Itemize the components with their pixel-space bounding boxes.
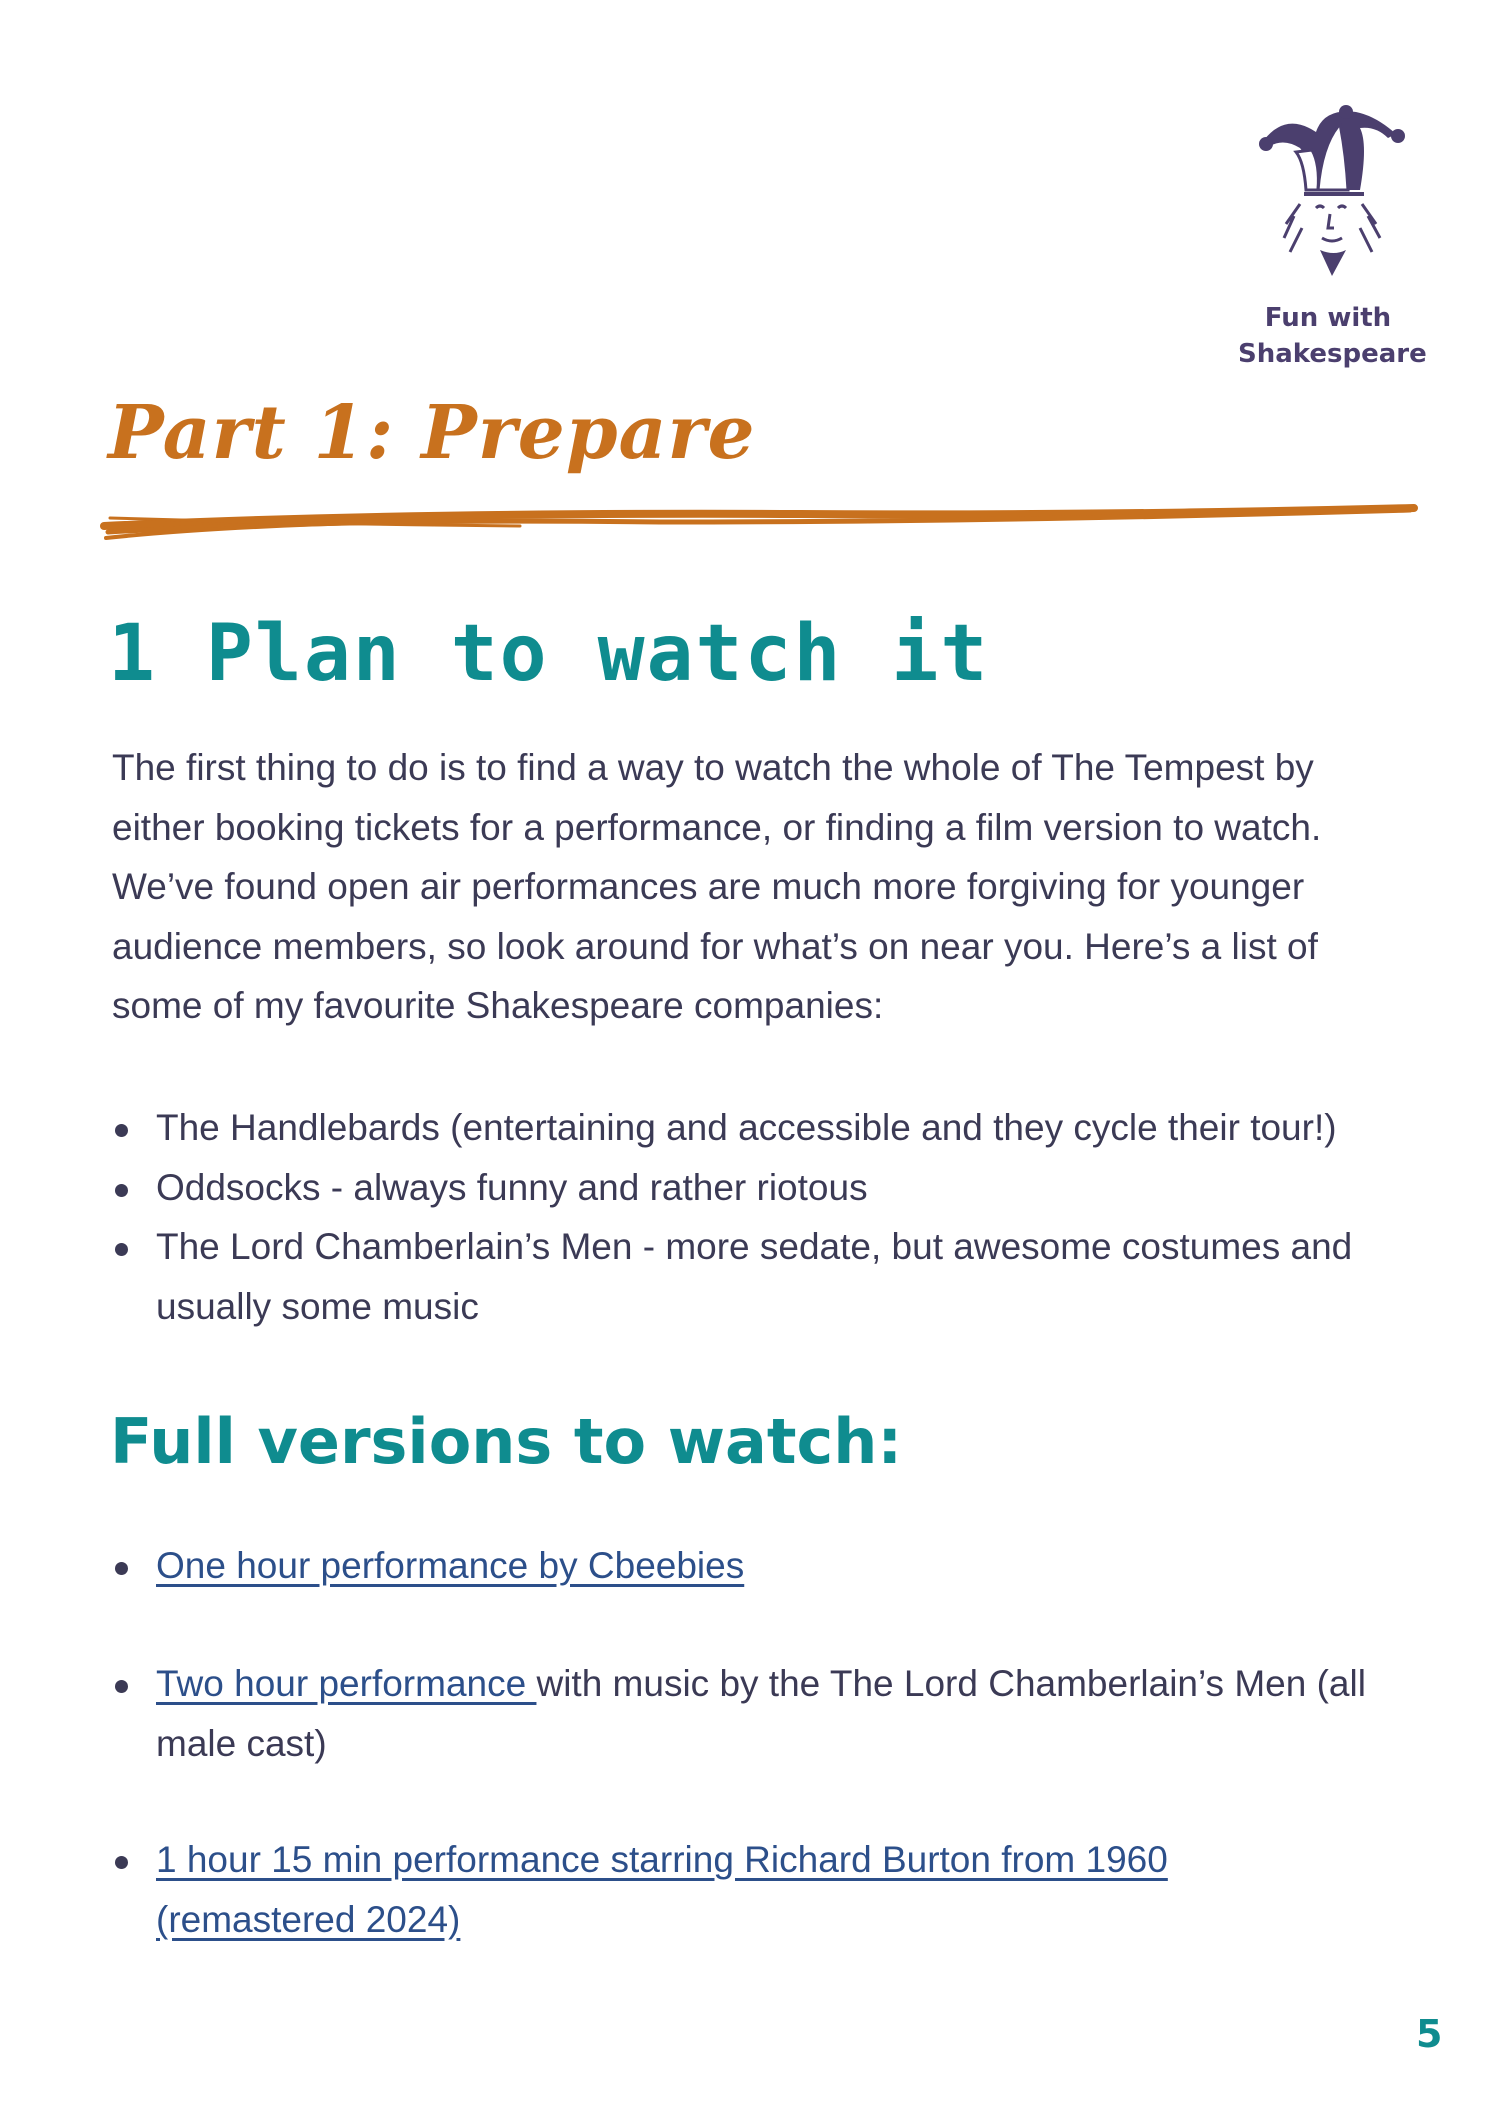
list-item: The Handlebards (entertaining and accessible and they cycle their tour!) [112,1098,1412,1158]
logo-line-1: Fun with [1264,303,1392,333]
brush-divider [100,496,1420,546]
list-item-text: with music by the The Lord Chamberlain’s Men (all male cast) [156,1663,1366,1764]
versions-list-2 [112,1654,1412,1773]
list-item [112,1536,1412,1596]
versions-list-3 [112,1830,1312,1949]
versions-list-1 [112,1536,1412,1596]
richard-burton-performance-link[interactable]: 1 hour 15 min performance starring Richard Burton from 1960 (remastered 2024) [156,1839,1168,1940]
list-item [112,1654,1412,1773]
logo-text [1238,300,1427,372]
versions-heading: Full versions to watch: [110,1405,903,1478]
companies-list [112,1098,1412,1336]
cbeebies-performance-link[interactable]: One hour performance by Cbeebies [156,1545,745,1586]
intro-paragraph: The first thing to do is to find a way to watch the whole of The Tempest by either booking tickets for a performance, or finding a film version to watch. We’ve found open air performances are much more forgiving for younger audience members, so look around for what’s on near you. Here’s a list of some of my favourite Shakespeare companies: [112,747,1322,1026]
list-item: The Lord Chamberlain’s Men - more sedate, but awesome costumes and usually some music [112,1217,1412,1336]
page-number: 5 [1416,2012,1443,2056]
two-hour-performance-link[interactable]: Two hour performance [156,1663,537,1704]
part-title: Part 1: Prepare [108,390,756,476]
jester-hat-icon [1256,104,1406,300]
list-item: Oddsocks - always funny and rather riotous [112,1158,1412,1218]
logo-line-2: Shakespeare [1238,339,1427,369]
fun-with-shakespeare-logo [1238,104,1427,384]
list-item [112,1830,1312,1949]
section-title: 1 Plan to watch it [108,609,990,699]
